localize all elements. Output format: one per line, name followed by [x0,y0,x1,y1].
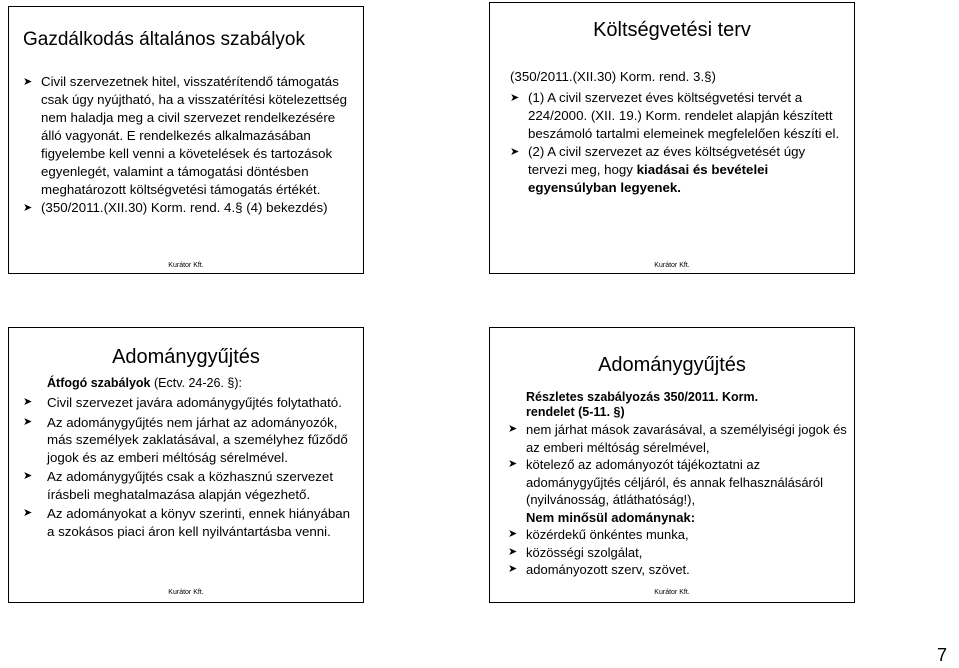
slide-title: Adománygyűjtés [112,346,260,368]
list-item: ➤ közösségi szolgálat, [508,544,643,560]
list-item: ➤ Civil szervezetnek hitel, visszatérítendő támogatás csak úgy nyújtható, ha a visszatérítési kötelezettség nem haladja meg a civil szervezet rendelkezésére álló vagyonát. E rendelkezés alkalmazásában figyelembe kell venni a követelések és tartozások egyenlegét, valamint a támogatási döntésben meghatározott költségvetési támogatás értékét. [23,74,347,197]
arrow-bullet-icon: ➤ [23,415,33,428]
slide-intro: (350/2011.(XII.30) Korm. rend. 3.§) [510,69,716,84]
list-item: ➤ Az adománygyűjtés nem járhat az adományozók, más személyek zaklatásával, a személyhez fűződő jogok és az emberi méltóság sérelmével. [23,414,348,465]
list-item: ➤ kötelező az adományozót tájékoztatni az adománygyűjtés céljáról, és annak felhasználásáról (nyilvánosság, átláthatóság!), [508,457,824,507]
arrow-bullet-icon: ➤ [508,458,518,470]
slide-title: Költségvetési terv [593,19,751,41]
list-item: ➤ Az adománygyűjtés csak a közhasznú szervezet írásbeli meghatalmazása alapján végezhető. [23,469,334,502]
bullet-list [23,73,353,217]
arrow-bullet-icon: ➤ [508,423,518,435]
slide-subtitle: Részletes szabályozás 350/2011. Korm. rendelet (5-11. §) [526,390,759,419]
slide-adomanygyujtes-reszletes [489,327,855,603]
list-item: ➤ Az adományokat a könyv szerinti, ennek hiányában a szokásos piaci áron kell nyilvántartásba venni. [23,506,351,539]
arrow-bullet-icon: ➤ [508,528,518,540]
list-item: ➤ közérdekű önkéntes munka, [508,527,689,542]
slide-subtitle: Átfogó szabályok (Ectv. 24-26. §): [47,376,242,390]
list-item: ➤ (350/2011.(XII.30) Korm. rend. 4.§ (4) bekezdés) [23,200,328,215]
slide-footer: Kurátor Kft. [168,589,204,596]
slide-title: Adománygyűjtés [598,354,746,376]
arrow-bullet-icon: ➤ [23,76,33,88]
list-item: Nem minősül adománynak: [526,509,696,525]
arrow-bullet-icon: ➤ [23,507,33,519]
list-item: ➤ (1) A civil szervezet éves költségvetési tervét a 224/2000. (XII. 19.) Korm. rendelet alapján készített beszámoló tartalmi elemeinek megfelelően készíti el. [510,90,840,141]
slide-footer: Kurátor Kft. [654,262,690,269]
bullet-list [23,394,353,540]
arrow-bullet-icon: ➤ [23,396,33,408]
slide-title: Gazdálkodás általános szabályok [23,29,306,50]
arrow-bullet-icon: ➤ [510,146,520,158]
list-item: ➤ Civil szervezet javára adománygyűjtés folytatható. [23,395,342,410]
slide-footer: Kurátor Kft. [168,262,204,269]
slide-adomanygyujtes-atfogo [8,327,364,603]
slide-gazdalkodas [8,6,364,274]
arrow-bullet-icon: ➤ [23,202,33,214]
slide-koltsegvetesi-terv [489,2,855,274]
page-number: 7 [936,645,947,665]
bullet-list [510,89,846,197]
list-item: ➤ adományozott szerv, szövet. [508,562,690,577]
arrow-bullet-icon: ➤ [510,92,520,104]
list-item: ➤ nem járhat mások zavarásával, a személyiségi jogok és az emberi méltóság sérelmével, [508,422,847,455]
arrow-bullet-icon: ➤ [23,470,33,482]
arrow-bullet-icon: ➤ [508,545,518,558]
list-item: ➤ (2) A civil szervezet az éves költségvetését úgy tervezi meg, hogy kiadásai és bevételei egyensúlyban legyenek. [510,144,806,195]
arrow-bullet-icon: ➤ [508,563,518,575]
slide-footer: Kurátor Kft. [654,589,690,596]
bullet-list [508,421,848,579]
